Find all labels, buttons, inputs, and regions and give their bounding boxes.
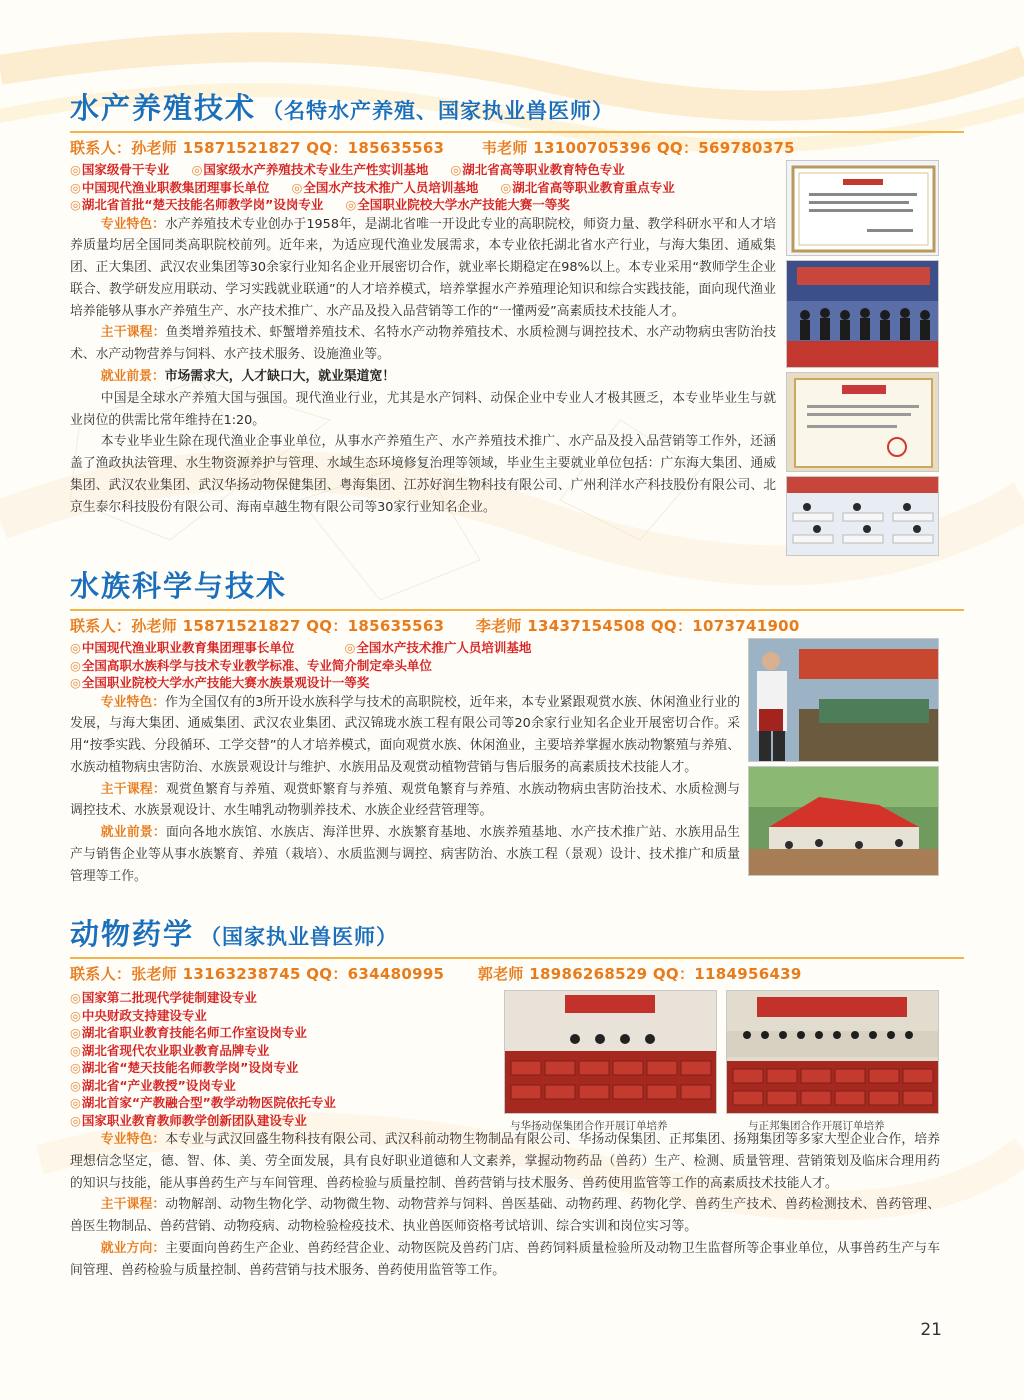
photo-caption-2: 与正邦集团合作开展订单培养 xyxy=(748,1120,885,1132)
honor-tag: ◎ 湖北省“产业教授”设岗专业 xyxy=(70,1077,236,1095)
honor-tag: ◎ 全国高职水族科学与技术专业教学标准、专业简介制定牵头单位 xyxy=(70,657,432,675)
honor-tag: ◎ 全国水产技术推广人员培训基地 xyxy=(291,179,478,197)
honor-tag: ◎ 全国水产技术推广人员培训基地 xyxy=(344,639,531,657)
title-text: 水族科学与技术 xyxy=(70,569,288,603)
contact-line xyxy=(70,137,964,158)
job-text: 面向各地水族馆、水族店、海洋世界、水族繁育基地、水族养殖基地、水产技术推广站、水族用品生产与销售企业等从事水族繁育、养殖（栽培）、水质监测与调控、病害防治、水族工程（景观）设计、技术推广和质量管理等工作。 xyxy=(70,825,741,884)
honor-tags xyxy=(70,639,740,692)
award-ceremony-photo xyxy=(786,260,939,368)
job-heading xyxy=(70,366,776,388)
honor-tag: ◎ 湖北首家“产教融合型”教学动物医院依托专业 xyxy=(70,1094,336,1112)
certificate-photo xyxy=(786,160,939,256)
honor-tag: ◎ 中国现代渔业职教集团理事长单位 xyxy=(70,179,269,197)
honor-tag: ◎ 全国职业院校大学水产技能大赛水族景观设计一等奖 xyxy=(70,674,369,692)
course-text: 动物解剖、动物生物化学、动物微生物、动物营养与饲料、兽医基础、动物药理、药物化学、兽药生产技术、兽药检测技术、兽药管理、兽医生物制品、兽药营销、动物疫病、动物检验检疫技术、执业兽医师资格考试培训、综合实训和岗位实习等。 xyxy=(70,1197,941,1235)
page-number: 21 xyxy=(920,1320,942,1340)
job-paragraph-1: 中国是全球水产养殖大国与强国。现代渔业行业，尤其是水产饲料、动保企业中专业人才极其匮乏，本专业毕业生与就业岗位的供需比常年维持在1:20。 xyxy=(70,390,776,428)
honor-tag: ◎ 湖北省首批“楚天技能名师教学岗”设岗专业 xyxy=(70,196,323,214)
course-paragraph xyxy=(70,1194,940,1238)
hall-meeting-photo-1 xyxy=(504,990,717,1114)
honor-tags xyxy=(70,161,776,214)
course-paragraph xyxy=(70,779,740,823)
honor-tag: ◎ 国家级骨干专业 xyxy=(70,161,169,179)
job-label: 就业方向： xyxy=(100,1240,166,1256)
contact-2: 李老师 13437154508 QQ：1073741900 xyxy=(475,617,800,635)
honor-tags xyxy=(70,989,490,1129)
contact-1: 联系人：张老师 13163238745 QQ：634480995 xyxy=(70,965,445,983)
honor-tag: ◎ 国家级水产养殖技术专业生产性实训基地 xyxy=(191,161,428,179)
hall-meeting-photo-2 xyxy=(726,990,939,1114)
divider xyxy=(70,131,964,133)
honor-tag: ◎ 中国现代渔业职业教育集团理事长单位 xyxy=(70,639,294,657)
course-text: 鱼类增养殖技术、虾蟹增养殖技术、名特水产动物养殖技术、水质检测与调控技术、水产动物病虫害防治技术、水产动物营养与饲料、水产技术服务、设施渔业等。 xyxy=(70,325,777,363)
feature-label: 专业特色： xyxy=(100,694,166,710)
title-subtitle: （名特水产养殖、国家执业兽医师） xyxy=(262,99,615,123)
course-label: 主干课程： xyxy=(100,1197,166,1213)
divider xyxy=(70,957,964,959)
job-label: 就业前景： xyxy=(100,369,165,385)
contact-2: 韦老师 13100705396 QQ：569780375 xyxy=(481,139,795,157)
course-label: 主干课程： xyxy=(100,325,166,341)
student-with-award-photo xyxy=(748,638,939,762)
honor-tag: ◎ 湖北省“楚天技能名师教学岗”设岗专业 xyxy=(70,1059,298,1077)
course-paragraph xyxy=(70,322,776,366)
divider xyxy=(70,609,964,611)
honor-tag: ◎ 湖北省职业教育技能名师工作室设岗专业 xyxy=(70,1024,307,1042)
title-text: 水产养殖技术 xyxy=(70,91,257,125)
course-text: 观赏鱼繁育与养殖、观赏虾繁育与养殖、观赏龟繁育与养殖、水族动物病虫害防治技术、水质检测与调控技术、水族景观设计、水生哺乳动物驯养技术、水族企业经营管理等。 xyxy=(70,781,741,819)
contact-line xyxy=(70,615,964,636)
feature-text: 作为全国仅有的3所开设水族科学与技术的高职院校，近年来，本专业紧跟观赏水族、休闲渔业行业的发展，与海大集团、通威集团、武汉农业集团、武汉锦珑水族工程有限公司等20余家行业知名企业开展密切合作。采用“按季实践、分段循环、工学交替”的人才培养模式，面向观赏水族、休闲渔业，主要培养掌握水族动物繁殖与养殖、水族动植物病虫害防治、水族景观设计与维护、水族用品及观赏动植物营销与售后服务的高素质技术技能人才。 xyxy=(70,694,740,775)
contact-2: 郭老师 18986268529 QQ：1184956439 xyxy=(477,965,802,983)
feature-text: 水产养殖技术专业创办于1958年，是湖北省唯一开设此专业的高职院校，师资力量、教学科研水平和人才培养质量均居全国同类高职院校前列。近年来，为适应现代渔业发展需求，本专业依托湖北省水产行业，与海大集团、通威集团、正大集团、武汉农业集团等30余家行业知名企业开展密切合作，就业率长期稳定在98%以上。本专业采用“教师学生企业联合、教学研发应用联动、学习实践就业联通”的人才培养模式，培养掌握水产养殖理论知识和综合实践技能，面向现代渔业培养能够从事水产养殖生产、水产技术推广、水产品及投入品营销等工作的“一懂两爱”高素质技术技能人才。 xyxy=(70,216,776,319)
job-label: 就业前景： xyxy=(100,825,166,841)
contact-line xyxy=(70,963,964,984)
feature-label: 专业特色： xyxy=(100,216,165,232)
section-title xyxy=(70,564,964,605)
section-title xyxy=(70,912,964,953)
course-label: 主干课程： xyxy=(100,781,166,797)
feature-paragraph xyxy=(70,1129,940,1194)
title-text: 动物药学 xyxy=(70,917,195,951)
honor-tag: ◎ 中央财政支持建设专业 xyxy=(70,1007,207,1025)
classroom-photo xyxy=(786,476,939,556)
honor-tag: ◎ 国家职业教育教师教学创新团队建设专业 xyxy=(70,1112,307,1130)
honor-tag: ◎ 湖北省高等职业教育特色专业 xyxy=(450,161,624,179)
job-paragraph xyxy=(70,822,740,887)
job-slogan: 市场需求大，人才缺口大，就业渠道宽！ xyxy=(164,369,396,385)
title-subtitle: （国家执业兽医师） xyxy=(200,925,399,949)
honor-tag: ◎ 湖北省现代农业职业教育品牌专业 xyxy=(70,1042,269,1060)
job-paragraph xyxy=(70,1238,940,1282)
exhibition-photo xyxy=(748,766,939,876)
section-title xyxy=(70,86,964,127)
job-paragraph-2: 本专业毕业生除在现代渔业企事业单位，从事水产养殖生产、水产养殖技术推广、水产品及投入品营销等工作外，还涵盖了渔政执法管理、水生物资源养护与管理、水域生态环境修复治理等领域，毕业生主要就业单位包括：广东海大集团、通威集团、武汉农业集团、武汉华扬动物保健集团、粤海集团、江苏好润生物科技有限公司、广州利洋水产科技股份有限公司、北京生泰尔科技股份有限公司、海南卓越生物有限公司等30家行业知名企业。 xyxy=(70,434,776,515)
photo-caption-1: 与华扬动保集团合作开展订单培养 xyxy=(510,1120,668,1132)
contact-1: 联系人：孙老师 15871521827 QQ：185635563 xyxy=(70,139,445,157)
honor-tag: ◎ 国家第二批现代学徒制建设专业 xyxy=(70,989,257,1007)
feature-paragraph xyxy=(70,214,776,323)
feature-paragraph xyxy=(70,692,740,779)
feature-label: 专业特色： xyxy=(100,1132,166,1147)
feature-text: 本专业与武汉回盛生物科技有限公司、武汉科前动物生物制品有限公司、华扬动保集团、正邦集团、扬翔集团等多家大型企业合作，培养理想信念坚定，德、智、体、美、劳全面发展，具有良好职业道德和人文素养，掌握动物药品（兽药）生产、检测、质量管理、营销策划及临床合理用药的知识与技能，能从事兽药生产与车间管理、兽药检验与质量控制、兽药营销与技术服务、兽药使用监管等工作的高素质技术技能人才。 xyxy=(70,1132,941,1191)
contact-1: 联系人：孙老师 15871521827 QQ：185635563 xyxy=(70,617,445,635)
job-text: 主要面向兽药生产企业、兽药经营企业、动物医院及兽药门店、兽药饲料质量检验所及动物卫生监督所等企事业单位，从事兽药生产与车间管理、兽药检验与质量控制、兽药营销与技术服务、兽药使用监管等工作。 xyxy=(70,1240,941,1278)
honor-certificate-photo xyxy=(786,372,939,472)
honor-tag: ◎ 全国职业院校大学水产技能大赛一等奖 xyxy=(345,196,569,214)
honor-tag: ◎ 湖北省高等职业教育重点专业 xyxy=(500,179,674,197)
